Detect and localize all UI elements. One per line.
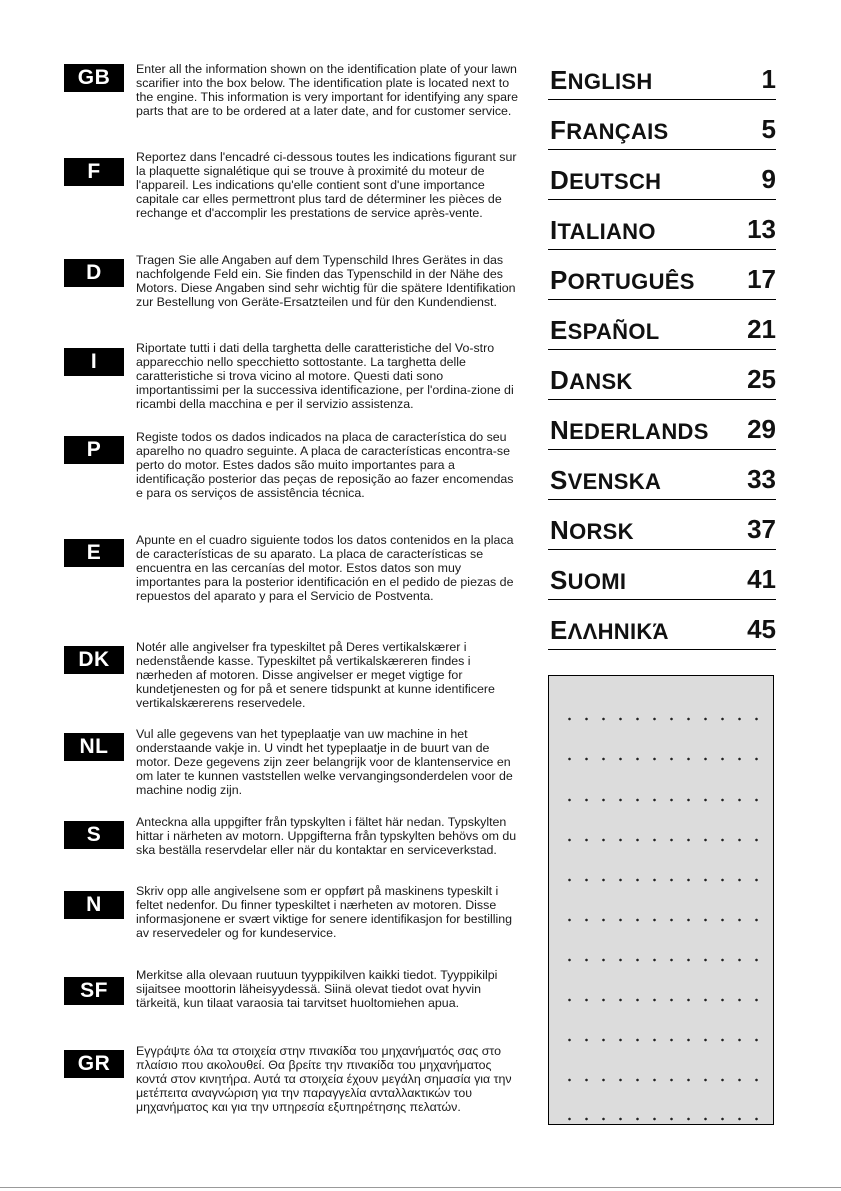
instruction-text: Enter all the information shown on the identification plate of your lawn scarifier into the box below. The identification plate is located next to the engine. This information is very important for identifying any spare parts that are to be ordered at a later date, and for customer service. [136,62,519,118]
toc-divider [548,599,776,600]
lang-block-gr [64,1045,524,1135]
toc-entry-page: 33 [747,464,776,494]
dotted-write-line [561,756,765,762]
lang-block-d [64,254,524,344]
toc-entry[interactable] [548,512,776,562]
language-code-badge: GB [64,64,124,92]
toc-entry-page: 5 [761,114,776,144]
toc-divider [548,299,776,300]
toc-entry[interactable] [548,262,776,312]
toc-entry[interactable] [548,62,776,112]
toc-entry-name: FRANÇAIS [550,115,669,145]
language-code-badge: P [64,436,124,464]
instruction-text: Reportez dans l'encadré ci-dessous toutes les indications figurant sur la plaquette signalétique qui se trouve à proximité du moteur de l'appareil. Les indications qu'elle contient sont d'une importance capitale car elles permettront plus tard de déterminer les pièces de rechange et d'accomplir les prestations de service après-vente. [136,150,517,220]
toc-entry-name: DEUTSCH [550,165,662,195]
toc-entry-name: PORTUGUÊS [550,265,695,295]
toc-entry-page: 45 [747,614,776,644]
toc-entry-name: ESPAÑOL [550,315,660,345]
dotted-write-line [561,1037,765,1043]
toc-divider [548,399,776,400]
toc-entry[interactable] [548,312,776,362]
lang-block-nl [64,728,524,818]
instruction-text: Riportate tutti i dati della targhetta delle caratteristiche del Vo-stro apparecchio nello specchietto sottostante. La targhetta delle caratteristiche si trova vicino al motore. Questi dati sono importantissimi per la successiva identificazione, per l'ordina-zione di ricambi della macchina e per il servizio assistenza. [136,341,514,411]
instruction-text: Skriv opp alle angivelsene som er oppført på maskinens typeskilt i feltet nedenfor. Du finner typeskiltet i nærheten av motoren. Disse informasjonene er svært viktige for senere identifikasjon for bestilling av reservedeler og for kundeservice. [136,884,513,940]
lang-block-dk [64,641,524,731]
instruction-text: Εγγράψτε όλα τα στοιχεία στην πινακίδα του μηχανήματός σας στο πλαίσιο που ακολουθεί. Θα βρείτε την πινακίδα του μηχανήματος κοντά στον κινητήρα. Αυτά τα στοιχεία έχουν μεγάλη σημασία για την μετέπειτα αναγνώριση για την παραγγελία ανταλλακτικών του μηχανήματος και για την υπηρεσία εξυπηρέτησης πελατών. [136,1044,512,1114]
toc-entry[interactable] [548,162,776,212]
dotted-write-line [561,997,765,1003]
toc-entry[interactable] [548,562,776,612]
lang-block-e [64,534,524,624]
toc-entry[interactable] [548,412,776,462]
table-of-contents [548,62,776,662]
toc-divider [548,249,776,250]
page-bottom-rule [0,1187,841,1188]
dotted-write-line [561,797,765,803]
toc-divider [548,199,776,200]
dotted-write-line [561,716,765,722]
language-code-badge: E [64,539,124,567]
language-code-badge: SF [64,977,124,1005]
toc-entry-page: 1 [761,64,776,94]
instruction-text: Registe todos os dados indicados na placa de característica do seu aparelho no quadro seguinte. A placa de características encontra-se perto do motor. Estes dados são muito importantes para a identificação posterior das peças de reposição ao fazer encomendas e para os serviços de assistência técnica. [136,430,514,500]
toc-entry-name: SVENSKA [550,465,662,495]
language-code-badge: N [64,891,124,919]
toc-divider [548,99,776,100]
instruction-text: Tragen Sie alle Angaben auf dem Typenschild Ihres Gerätes in das nachfolgende Feld ein. Sie finden das Typenschild in der Nähe des Motors. Diese Angaben sind sehr wichtig für die spätere Identifikation zur Bestellung von Geräte-Ersatzteilen und für den Kundendienst. [136,253,516,309]
instruction-text: Anteckna alla uppgifter från typskylten i fältet här nedan. Typskylten hittar i närheten av motorn. Uppgifterna från typskylten behövs om du ska beställa reservdelar eller när du kontaktar en serviceverkstad. [136,815,517,857]
toc-entry-name: DANSK [550,365,633,395]
lang-block-i [64,342,524,432]
toc-entry-page: 21 [747,314,776,344]
dotted-write-line [561,957,765,963]
toc-entry[interactable] [548,362,776,412]
dotted-write-line [561,877,765,883]
lang-block-n [64,885,524,975]
language-code-badge: NL [64,733,124,761]
toc-entry-name: NORSK [550,515,634,545]
toc-divider [548,549,776,550]
toc-entry[interactable] [548,462,776,512]
toc-divider [548,149,776,150]
toc-entry-name: SUOMI [550,565,627,595]
toc-entry[interactable] [548,612,776,662]
toc-entry-page: 13 [747,214,776,244]
toc-entry-page: 41 [747,564,776,594]
dotted-write-line [561,917,765,923]
lang-block-f [64,151,524,241]
dotted-write-line [561,1116,765,1122]
toc-divider [548,499,776,500]
toc-entry-name: ENGLISH [550,65,653,95]
toc-divider [548,349,776,350]
language-code-badge: S [64,821,124,849]
identification-plate-box[interactable] [548,675,774,1125]
toc-entry[interactable] [548,112,776,162]
language-code-badge: GR [64,1050,124,1078]
toc-entry-page: 17 [747,264,776,294]
instruction-text: Vul alle gegevens van het typeplaatje van uw machine in het onderstaande vakje in. U vindt het typeplaatje in de buurt van de motor. Deze gegevens zijn zeer belangrijk voor de klantenservice en om later te kunnen vaststellen welke vervangingsonderdelen voor de machine nodig zijn. [136,727,513,797]
dotted-write-line [561,1077,765,1083]
toc-entry[interactable] [548,212,776,262]
language-code-badge: DK [64,646,124,674]
instruction-text: Merkitse alla olevaan ruutuun tyyppikilven kaikki tiedot. Tyyppikilpi sijaitsee moottorin läheisyydessä. Siinä olevat tiedot ovat hyvin tärkeitä, kun tilaat varaosia tai tarvitset huoltomiehen apua. [136,968,498,1010]
toc-entry-name: ITALIANO [550,215,656,245]
toc-entry-page: 29 [747,414,776,444]
toc-entry-name: ΕΛΛΗΝΙΚΆ [550,615,669,645]
lang-block-gb [64,63,524,153]
toc-entry-name: NEDERLANDS [550,415,709,445]
dotted-write-line [561,837,765,843]
toc-entry-page: 25 [747,364,776,394]
instruction-text: Notér alle angivelser fra typeskiltet på Deres vertikalskærer i nedenstående kasse. Typeskiltet på vertikalskæreren findes i nærheden af motoren. Disse angivelser er meget vigtige for kundetjenesten og for på et senere tidspunkt at kunne identificere vertikalskærerens reservedele. [136,640,495,710]
toc-entry-page: 37 [747,514,776,544]
toc-divider [548,449,776,450]
lang-block-p [64,431,524,521]
language-code-badge: F [64,158,124,186]
toc-entry-page: 9 [761,164,776,194]
toc-divider [548,649,776,650]
language-code-badge: I [64,348,124,376]
instruction-text: Apunte en el cuadro siguiente todos los datos contenidos en la placa de características de su aparato. La placa de características se encuentra en las cercanías del motor. Estos datos son muy importantes para la posterior identificación en el pedido de piezas de repuestos del aparato y para el Servicio de Postventa. [136,533,514,603]
language-code-badge: D [64,259,124,287]
